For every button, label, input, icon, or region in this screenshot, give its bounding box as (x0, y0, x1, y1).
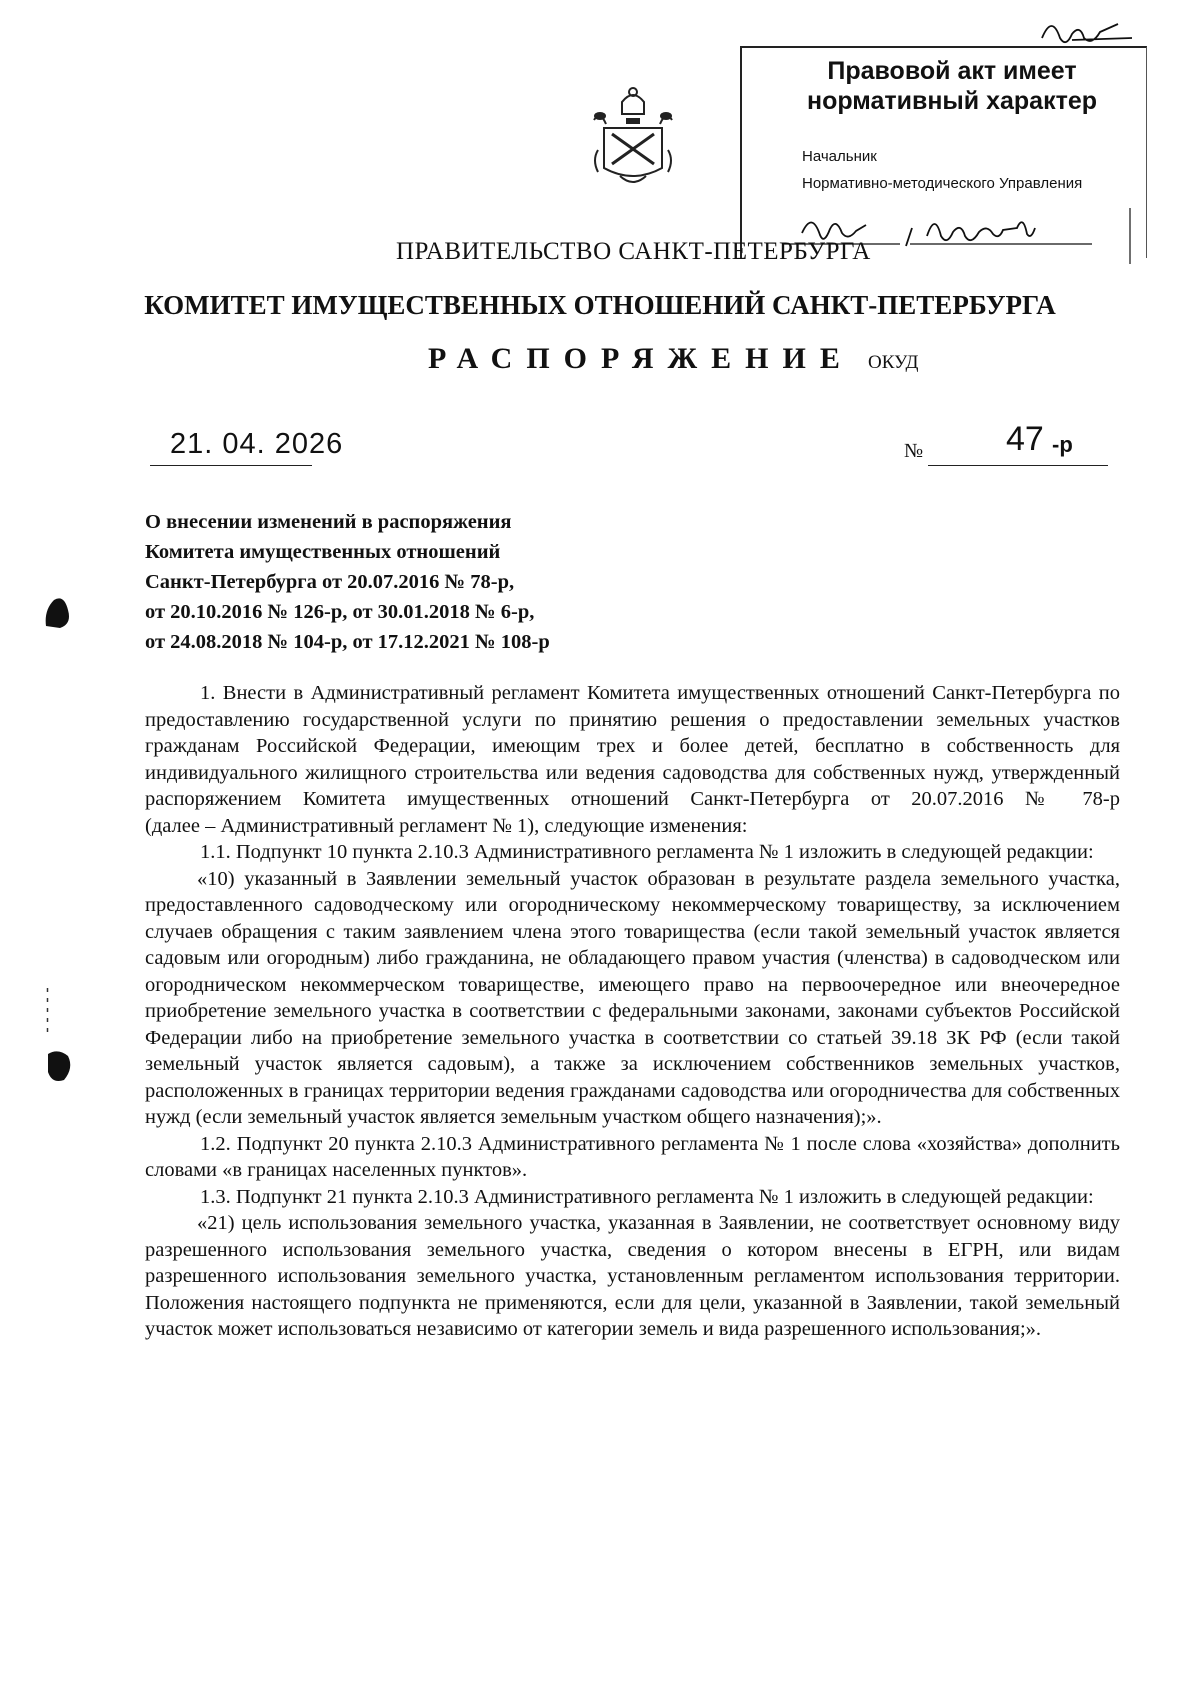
paragraph-quote-10: «10) указанный в Заявлении земельный участок образован в результате раздела земельного участка, предоставленного садоводческому или огородническому некоммерческому товариществу, за исключением случаев обращения с таким заявлением члена этого товарищества (если такой земельный участок является садовым или огородным) либо гражданина, не обладающего правом участия (членства) в садоводческом или огородническом некоммерческом товариществе, имеющего право на первоочередное или внеочередное приобретение земельного участка в соответствии с федеральными законами, законами субъектов Российской Федерации либо на приобретение земельного участка в соответствии со статьей 39.18 ЗК РФ (если такой земельный участок является садовым), а также за исключением собственников земельных участков, расположенных в границах территории ведения гражданами садоводства или огородничества для собственных нужд (если земельный участок является земельным участком общего назначения);». (145, 867, 1120, 1128)
punch-hole-mark (42, 596, 72, 630)
paragraph-quote-21: «21) цель использования земельного участка, указанная в Заявлении, не соответствует основному виду разрешенного использования земельного участка, сведения о котором внесены в ЕГРН, или видам разрешенного использования земельного участка, установленным регламентом использования территории. Положения настоящего подпункта не применяются, если для цели, указанной в Заявлении, такой земельный участок может использоваться независимо от категории земель и вида разрешенного использования;». (145, 1212, 1120, 1340)
paragraph-1: 1. Внести в Административный регламент Комитета имущественных отношений Санкт-Петербурга по предоставлению государственной услуги по принятию решения о предоставлении земельных участков гражданам Российской Федерации, имеющим трех и более детей, бесплатно в собственность для индивидуального жилищного строительства или ведения садоводства для собственных нужд, утвержденный распоряжением Комитета имущественных отношений Санкт-Петербурга от 20.07.2016 № 78-р (145, 682, 1120, 810)
paragraph-1-1: 1.1. Подпункт 10 пункта 2.10.3 Административного регламента № 1 изложить в следующей редакции: (200, 841, 1094, 863)
document-date: 21. 04. 2026 (170, 428, 344, 460)
paragraph-1-tail: (далее – Административный регламент № 1), следующие изменения: (145, 814, 748, 837)
paragraph-1-3: 1.3. Подпункт 21 пункта 2.10.3 Административного регламента № 1 изложить в следующей редакции: (200, 1185, 1094, 1208)
stamp-title: Правовой акт имеет нормативный характер (806, 57, 1098, 115)
date-underline (150, 465, 312, 466)
government-heading: ПРАВИТЕЛЬСТВО САНКТ-ПЕТЕРБУРГА (396, 238, 871, 265)
corner-signature (1032, 8, 1142, 48)
document-number-suffix: -р (1052, 432, 1073, 457)
subject-line: от 20.10.2016 № 126-р, от 30.01.2018 № 6-р, (145, 601, 535, 623)
number-sign: № (904, 440, 924, 462)
paragraph-1-2: 1.2. Подпункт 20 пункта 2.10.3 Административного регламента № 1 после слова «хозяйства» дополнить словами «в границах населенных пунктов». (145, 1132, 1120, 1181)
subject-line: Комитета имущественных отношений (145, 541, 501, 563)
okud-label: ОКУД (868, 352, 919, 373)
subject-line: от 24.08.2018 № 104-р, от 17.12.2021 № 108-р (145, 631, 550, 653)
punch-hole-mark (42, 1048, 74, 1084)
subject-line: Санкт-Петербурга от 20.07.2016 № 78-р, (145, 571, 515, 593)
document-number: 47 (1006, 420, 1044, 458)
document-subject (145, 507, 550, 657)
committee-heading: КОМИТЕТ ИМУЩЕСТВЕННЫХ ОТНОШЕНИЙ САНКТ-ПЕТЕРБУРГА (144, 290, 1056, 320)
normative-act-stamp (740, 46, 1147, 258)
subject-line: О внесении изменений в распоряжения (145, 511, 512, 533)
stamp-position-line-1: Начальник (802, 148, 877, 165)
stamp-position-line-2: Нормативно-методического Управления (802, 175, 1083, 192)
document-type-heading: РАСПОРЯЖЕНИЕ (428, 342, 854, 375)
number-underline (928, 465, 1108, 466)
document-body (145, 680, 1120, 1343)
scan-mark (46, 988, 49, 1032)
coat-of-arms-emblem (590, 80, 676, 192)
